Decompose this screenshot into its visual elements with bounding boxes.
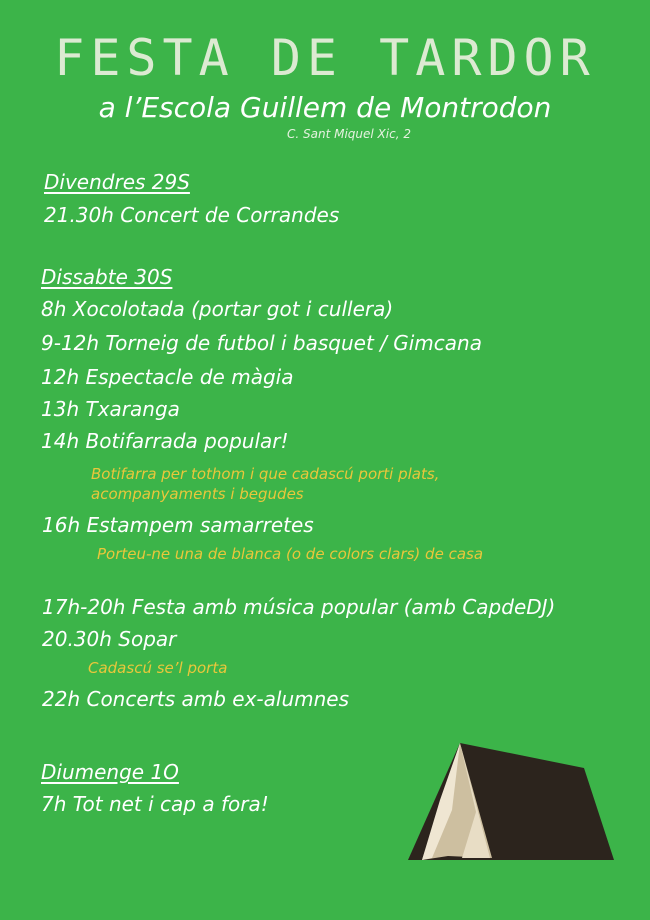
event-note: Botifarra per tothom i que cadascú porti plats, — [91, 465, 440, 483]
event-item: 13h Txaranga — [41, 397, 180, 421]
event-item: 7h Tot net i cap a fora! — [41, 792, 269, 816]
tent-icon — [402, 740, 620, 864]
event-item: 21.30h Concert de Corrandes — [44, 203, 340, 227]
poster-title: FESTA DE TARDOR — [54, 29, 596, 87]
event-item: 22h Concerts amb ex-alumnes — [42, 687, 350, 711]
event-item: 17h-20h Festa amb música popular (amb CapdeDJ) — [42, 595, 556, 619]
event-item: 8h Xocolotada (portar got i cullera) — [41, 297, 394, 321]
event-note: Cadascú se’l porta — [88, 659, 228, 677]
day-heading-saturday: Dissabte 30S — [41, 265, 173, 289]
poster-subtitle: a l’Escola Guillem de Montrodon — [98, 91, 552, 124]
day-heading-friday: Divendres 29S — [44, 170, 190, 194]
event-item: 20.30h Sopar — [42, 627, 177, 651]
event-item: 14h Botifarrada popular! — [41, 429, 289, 453]
event-item: 12h Espectacle de màgia — [41, 365, 294, 389]
event-item: 16h Estampem samarretes — [42, 513, 314, 537]
event-item: 9-12h Torneig de futbol i basquet / Gimcana — [41, 331, 482, 355]
event-note: Porteu-ne una de blanca (o de colors clars) de casa — [97, 545, 484, 563]
address: C. Sant Miquel Xic, 2 — [287, 127, 411, 141]
event-note: acompanyaments i begudes — [91, 485, 304, 503]
day-heading-sunday: Diumenge 1O — [41, 760, 179, 784]
